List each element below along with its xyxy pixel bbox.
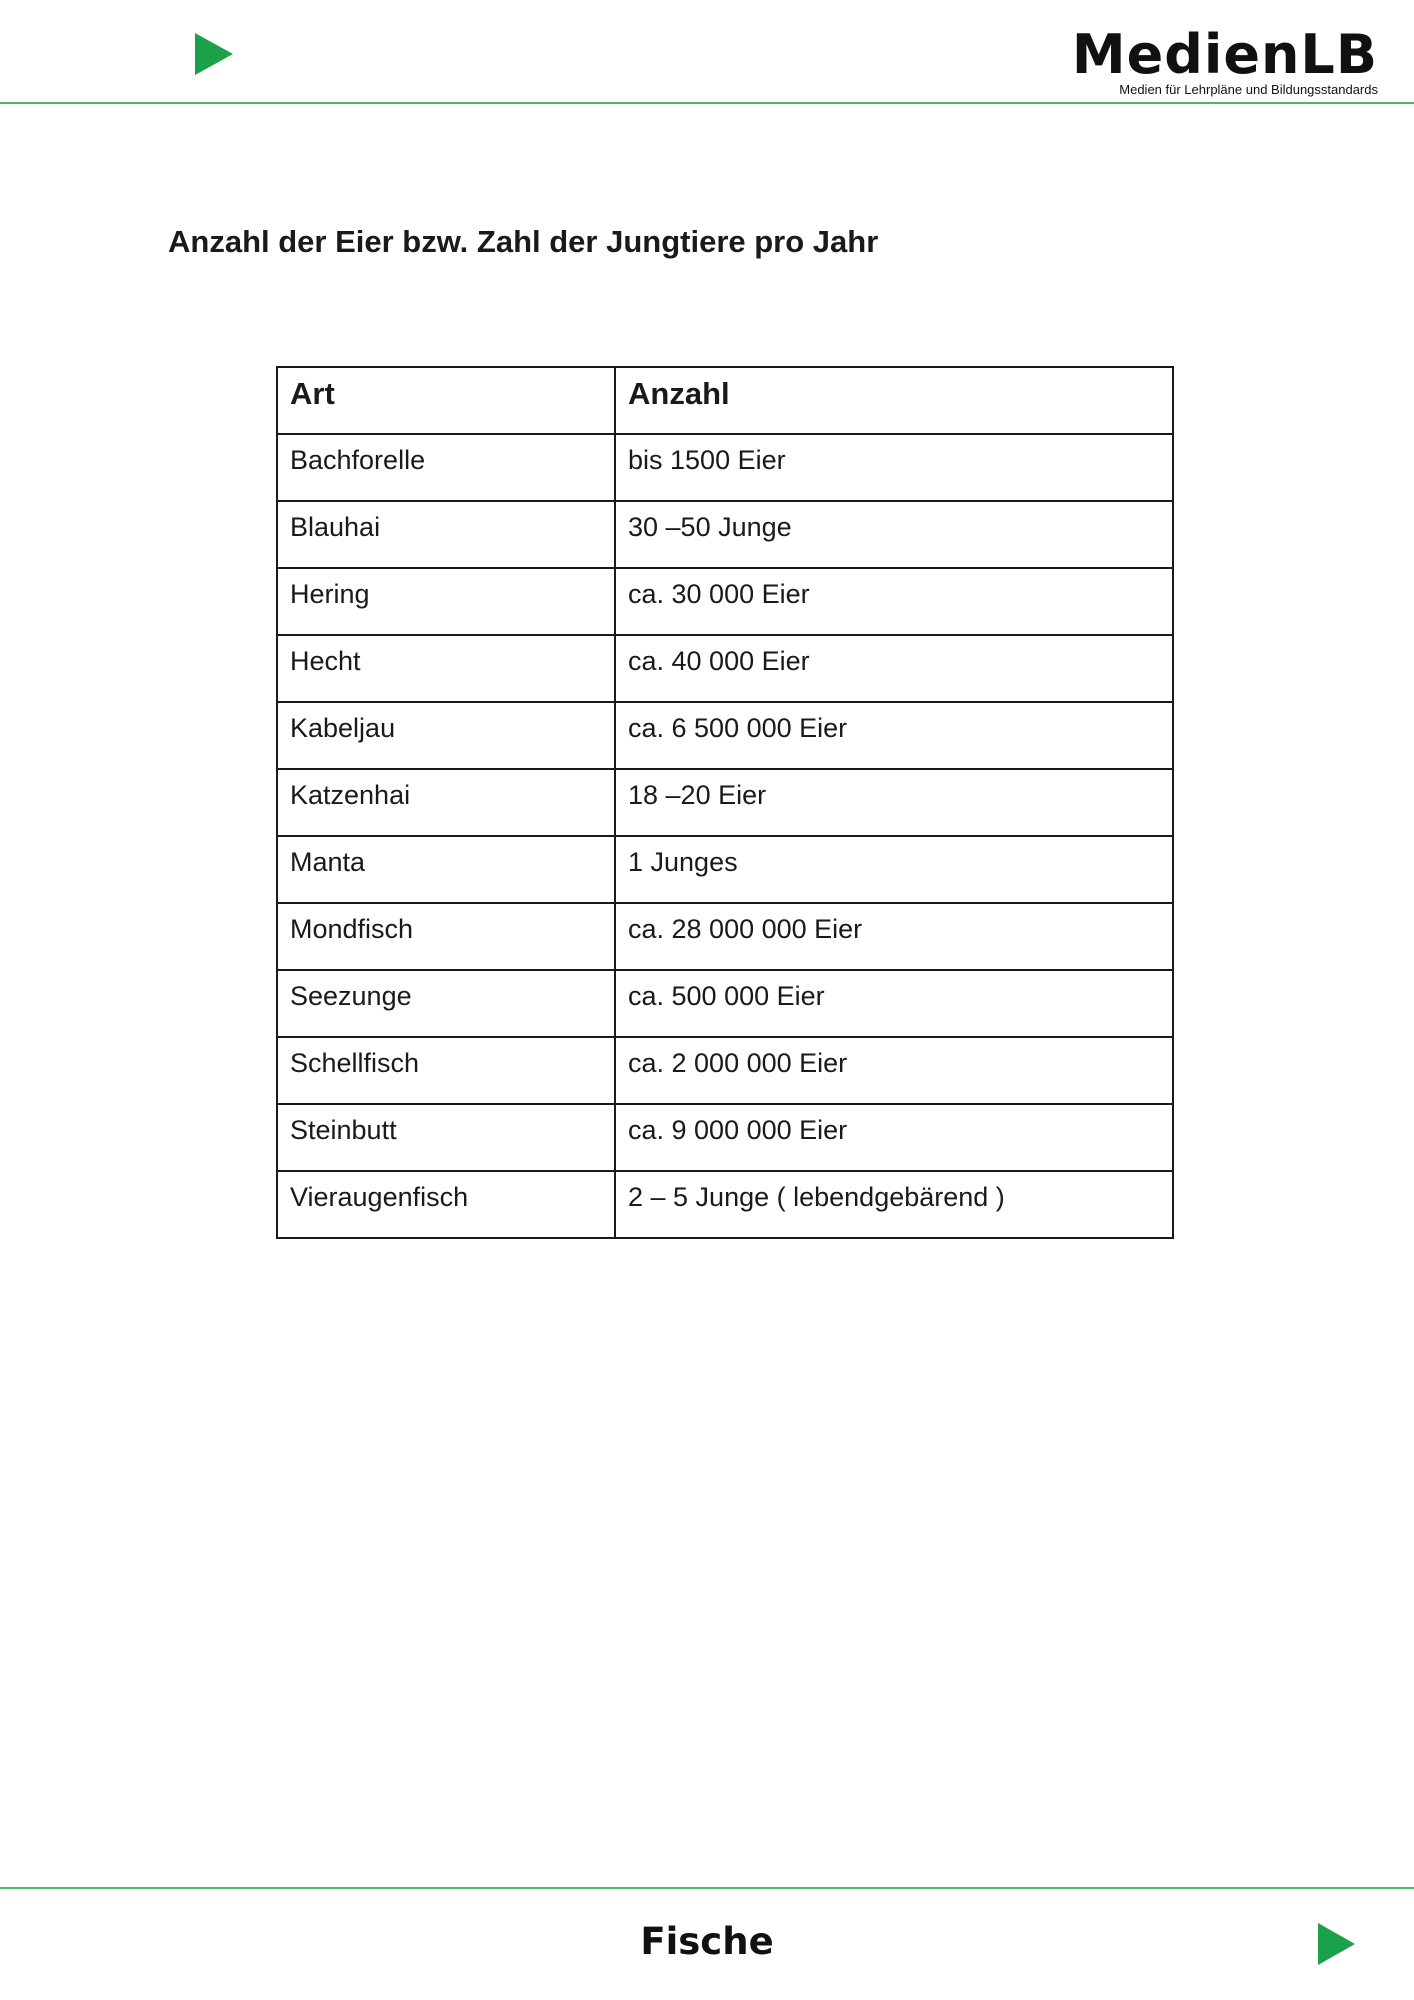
table-row [277, 836, 1173, 903]
header-divider [0, 102, 1414, 104]
logo-subtitle: Medien für Lehrpläne und Bildungsstandards [1119, 82, 1378, 97]
species-cell: Hering [277, 568, 615, 635]
count-cell: ca. 2 000 000 Eier [615, 1037, 1173, 1104]
count-cell: ca. 40 000 Eier [615, 635, 1173, 702]
eggs-table [276, 366, 1174, 1239]
table-row [277, 635, 1173, 702]
count-cell: ca. 28 000 000 Eier [615, 903, 1173, 970]
column-header-art: Art [277, 367, 615, 434]
count-cell: 1 Junges [615, 836, 1173, 903]
table-row [277, 568, 1173, 635]
count-cell: ca. 30 000 Eier [615, 568, 1173, 635]
species-cell: Seezunge [277, 970, 615, 1037]
logo-title: MedienLB [1071, 23, 1378, 86]
table-row [277, 1037, 1173, 1104]
species-cell: Steinbutt [277, 1104, 615, 1171]
next-arrow-icon[interactable] [1318, 1923, 1355, 1965]
table-row [277, 702, 1173, 769]
species-cell: Kabeljau [277, 702, 615, 769]
species-cell: Blauhai [277, 501, 615, 568]
table-row [277, 501, 1173, 568]
count-cell: 2 – 5 Junge ( lebendgebärend ) [615, 1171, 1173, 1238]
table-row [277, 903, 1173, 970]
medienlb-logo [1071, 23, 1378, 97]
footer-title: Fische [640, 1920, 774, 1963]
table-row [277, 434, 1173, 501]
species-cell: Hecht [277, 635, 615, 702]
table-row [277, 970, 1173, 1037]
count-cell: ca. 500 000 Eier [615, 970, 1173, 1037]
species-cell: Schellfisch [277, 1037, 615, 1104]
species-cell: Bachforelle [277, 434, 615, 501]
page-title: Anzahl der Eier bzw. Zahl der Jungtiere pro Jahr [168, 224, 879, 259]
table-row [277, 1171, 1173, 1238]
table-row [277, 769, 1173, 836]
play-arrow-icon[interactable] [195, 33, 233, 75]
table-row [277, 1104, 1173, 1171]
species-cell: Manta [277, 836, 615, 903]
count-cell: ca. 9 000 000 Eier [615, 1104, 1173, 1171]
count-cell: ca. 6 500 000 Eier [615, 702, 1173, 769]
column-header-anzahl: Anzahl [615, 367, 1173, 434]
count-cell: 18 –20 Eier [615, 769, 1173, 836]
count-cell: 30 –50 Junge [615, 501, 1173, 568]
table-body [277, 434, 1173, 1238]
footer-divider [0, 1887, 1414, 1889]
table-header-row [277, 367, 1173, 434]
species-cell: Mondfisch [277, 903, 615, 970]
count-cell: bis 1500 Eier [615, 434, 1173, 501]
species-cell: Katzenhai [277, 769, 615, 836]
species-cell: Vieraugenfisch [277, 1171, 615, 1238]
